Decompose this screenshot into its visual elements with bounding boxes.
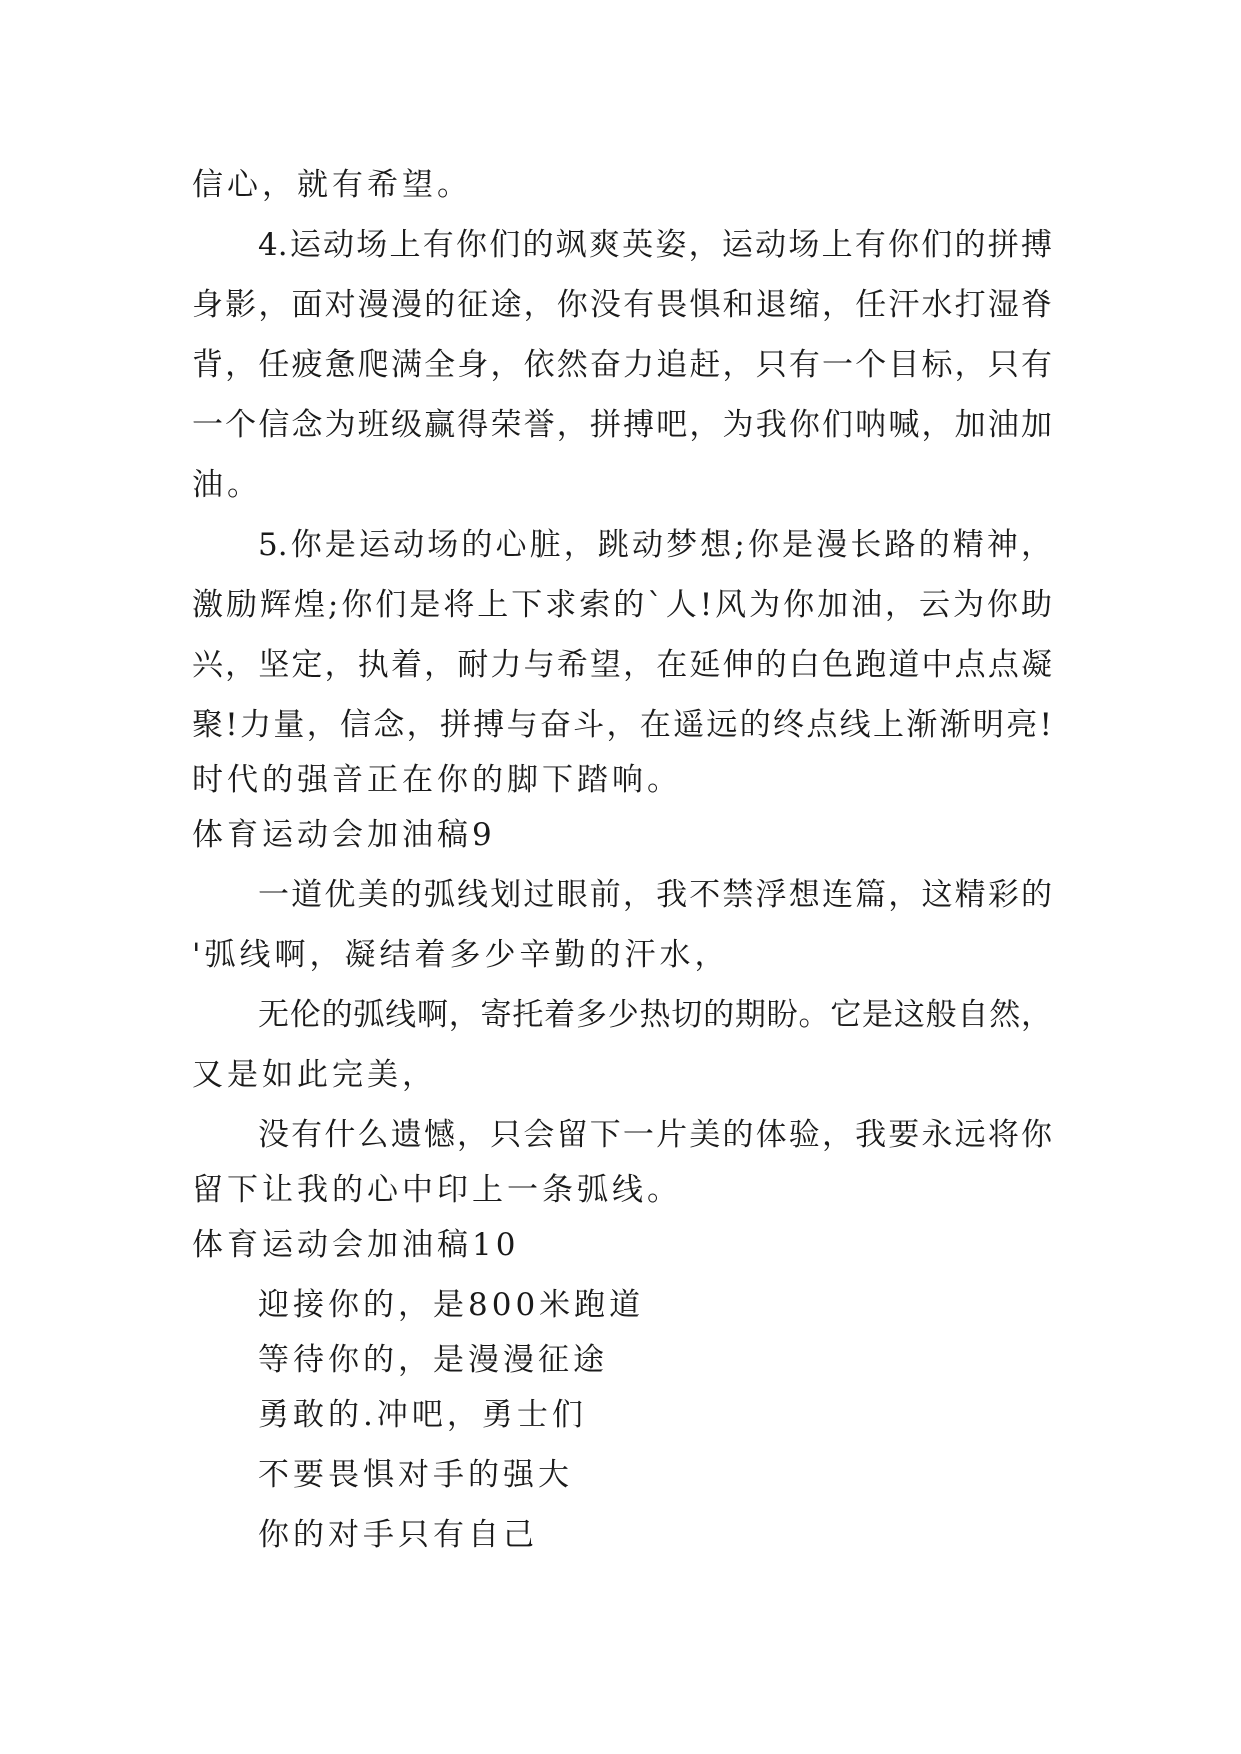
text-line: 兴，坚定，执着，耐力与希望，在延伸的白色跑道中点点凝 xyxy=(192,647,1052,683)
text-line: 信心，就有希望。 xyxy=(192,167,472,203)
text-line: 油。 xyxy=(192,467,262,503)
text-line: 迎接你的，是800米跑道 xyxy=(258,1287,645,1323)
text-line: 一个信念为班级赢得荣誉，拼搏吧，为我你们呐喊，加油加 xyxy=(192,407,1052,443)
text-line: 又是如此完美， xyxy=(192,1057,437,1093)
section-heading: 体育运动会加油稿10 xyxy=(192,1227,520,1263)
text-line: 勇敢的.冲吧，勇士们 xyxy=(258,1397,587,1433)
text-line: 等待你的，是漫漫征途 xyxy=(258,1342,608,1378)
text-line: 时代的强音正在你的脚下踏响。 xyxy=(192,762,682,798)
text-line: 不要畏惧对手的强大 xyxy=(258,1457,573,1493)
text-line: 背，任疲惫爬满全身，依然奋力追赶，只有一个目标，只有 xyxy=(192,347,1052,383)
text-line: 无伦的弧线啊，寄托着多少热切的期盼。它是这般自然， xyxy=(258,997,1052,1033)
text-line: 一道优美的弧线划过眼前，我不禁浮想连篇，这精彩的 xyxy=(258,877,1052,913)
text-line: 没有什么遗憾，只会留下一片美的体验，我要永远将你 xyxy=(258,1117,1052,1153)
text-line: '弧线啊，凝结着多少辛勤的汗水， xyxy=(192,937,730,973)
text-line: 聚!力量，信念，拼搏与奋斗，在遥远的终点线上渐渐明亮! xyxy=(192,707,1052,743)
text-line: 身影，面对漫漫的征途，你没有畏惧和退缩，任汗水打湿脊 xyxy=(192,287,1052,323)
section-heading: 体育运动会加油稿9 xyxy=(192,817,496,853)
text-line: 你的对手只有自己 xyxy=(258,1517,538,1553)
text-line: 5.你是运动场的心脏，跳动梦想;你是漫长路的精神， xyxy=(258,527,1052,563)
text-line: 激励辉煌;你们是将上下求索的`人!风为你加油，云为你助 xyxy=(192,587,1052,623)
text-line: 留下让我的心中印上一条弧线。 xyxy=(192,1172,682,1208)
text-line: 4.运动场上有你们的飒爽英姿，运动场上有你们的拼搏 xyxy=(258,227,1052,263)
